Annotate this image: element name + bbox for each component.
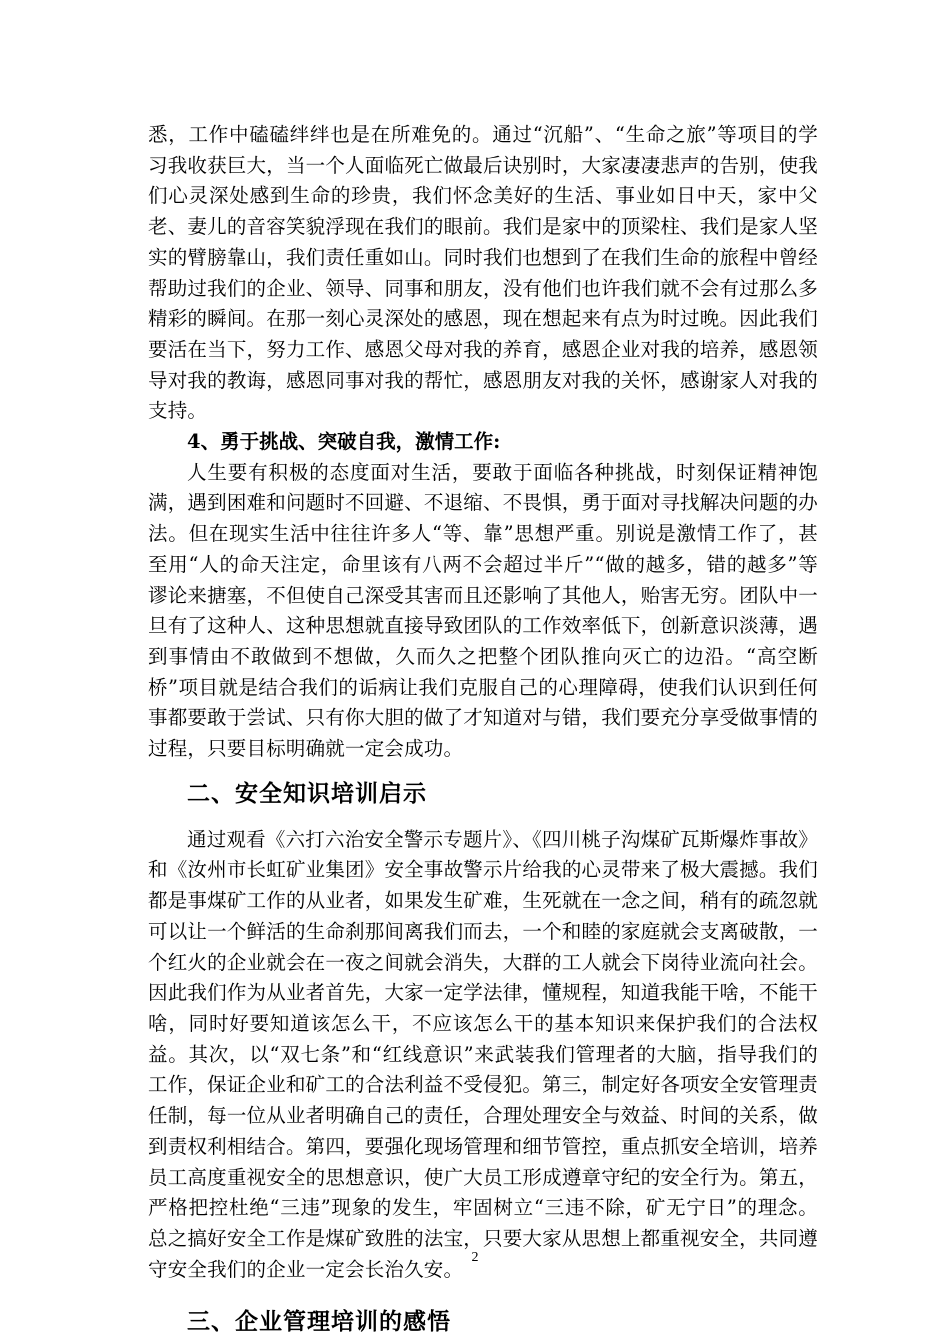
page-body — [148, 120, 818, 1337]
section-title-management: 三、企业管理培训的感悟 — [187, 1308, 451, 1336]
subheading-challenge: 4、勇于挑战、突破自我，激情工作: — [187, 430, 501, 454]
paragraph-safety: 通过观看《六打六治安全警示专题片》、《四川桃子沟煤矿瓦斯爆炸事故》和《汝州市长虹矿业集团》安全事故警示片给我的心灵带来了极大震撼。我们都是事煤矿工作的从业者，如果发生矿难，生死就在一念之间，稍有的疏忽就可以让一个鲜活的生命刹那间离我们而去，一个和睦的家庭就会支离破散，一个红火的企业就会在一夜之间就会消失，大群的工人就会下岗待业流向社会。因此我们作为从业者首先，大家一定学法律，懂规程，知道我能干啥，不能干啥，同时好要知道该怎么干，不应该怎么干的基本知识来保护我们的合法权益。其次，以“双七条”和“红线意识”来武装我们管理者的大脑，指导我们的工作，保证企业和矿工的合法利益不受侵犯。第三，制定好各项安全安管理责任制，每一位从业者明确自己的责任，合理处理安全与效益、时间的关系，做到责权利相结合。第四，要强化现场管理和细节管控，重点抓安全培训，培养员工高度重视安全的思想意识，使广大员工形成遵章守纪的安全行为。第五，严格把控杜绝“三违”现象的发生，牢固树立“三违不除，矿无宁日”的理念。总之搞好安全工作是煤矿致胜的法宝，只要大家从思想上都重视安全，共同遵守安全我们的企业一定会长治久安。 — [148, 827, 818, 1281]
section-title-safety: 二、安全知识培训启示 — [187, 779, 427, 807]
paragraph-gratitude: 悉，工作中磕磕绊绊也是在所难免的。通过“沉船”、“生命之旅”等项目的学习我收获巨大，当一个人面临死亡做最后诀别时，大家凄凄悲声的告别，使我们心灵深处感到生命的珍贵，我们怀念美好的生活、事业如日中天，家中父老、妻儿的音容笑貌浮现在我们的眼前。我们是家中的顶梁柱、我们是家人坚实的臂膀靠山，我们责任重如山。同时我们也想到了在我们生命的旅程中曾经帮助过我们的企业、领导、同事和朋友，没有他们也许我们就不会有过那么多精彩的瞬间。在那一刻心灵深处的感恩，现在想起来有点为时过晚。因此我们要活在当下，努力工作、感恩父母对我的养育，感恩企业对我的培养，感恩领导对我的教诲，感恩同事对我的帮忙，感恩朋友对我的关怀，感谢家人对我的支持。 — [148, 123, 818, 423]
paragraph-challenge: 人生要有积极的态度面对生活，要敢于面临各种挑战，时刻保证精神饱满，遇到困难和问题时不回避、不退缩、不畏惧，勇于面对寻找解决问题的办法。但在现实生活中往往许多人“等、靠”思想严重。别说是激情工作了，甚至用“人的命天注定，命里该有八两不会超过半斤”“做的越多，错的越多”等谬论来搪塞，不但使自己深受其害而且还影响了其他人，贻害无穷。团队中一旦有了这种人、这种思想就直接导致团队的工作效率低下，创新意识淡薄，遇到事情由不敢做到不想做，久而久之把整个团队推向灭亡的边沿。“高空断桥”项目就是结合我们的诟病让我们克服自己的心理障碍，使我们认识到任何事都要敢于尝试、只有你大胆的做了才知道对与错，我们要充分享受做事情的过程，只要目标明确就一定会成功。 — [148, 460, 818, 761]
page-number: 2 — [471, 1250, 479, 1265]
